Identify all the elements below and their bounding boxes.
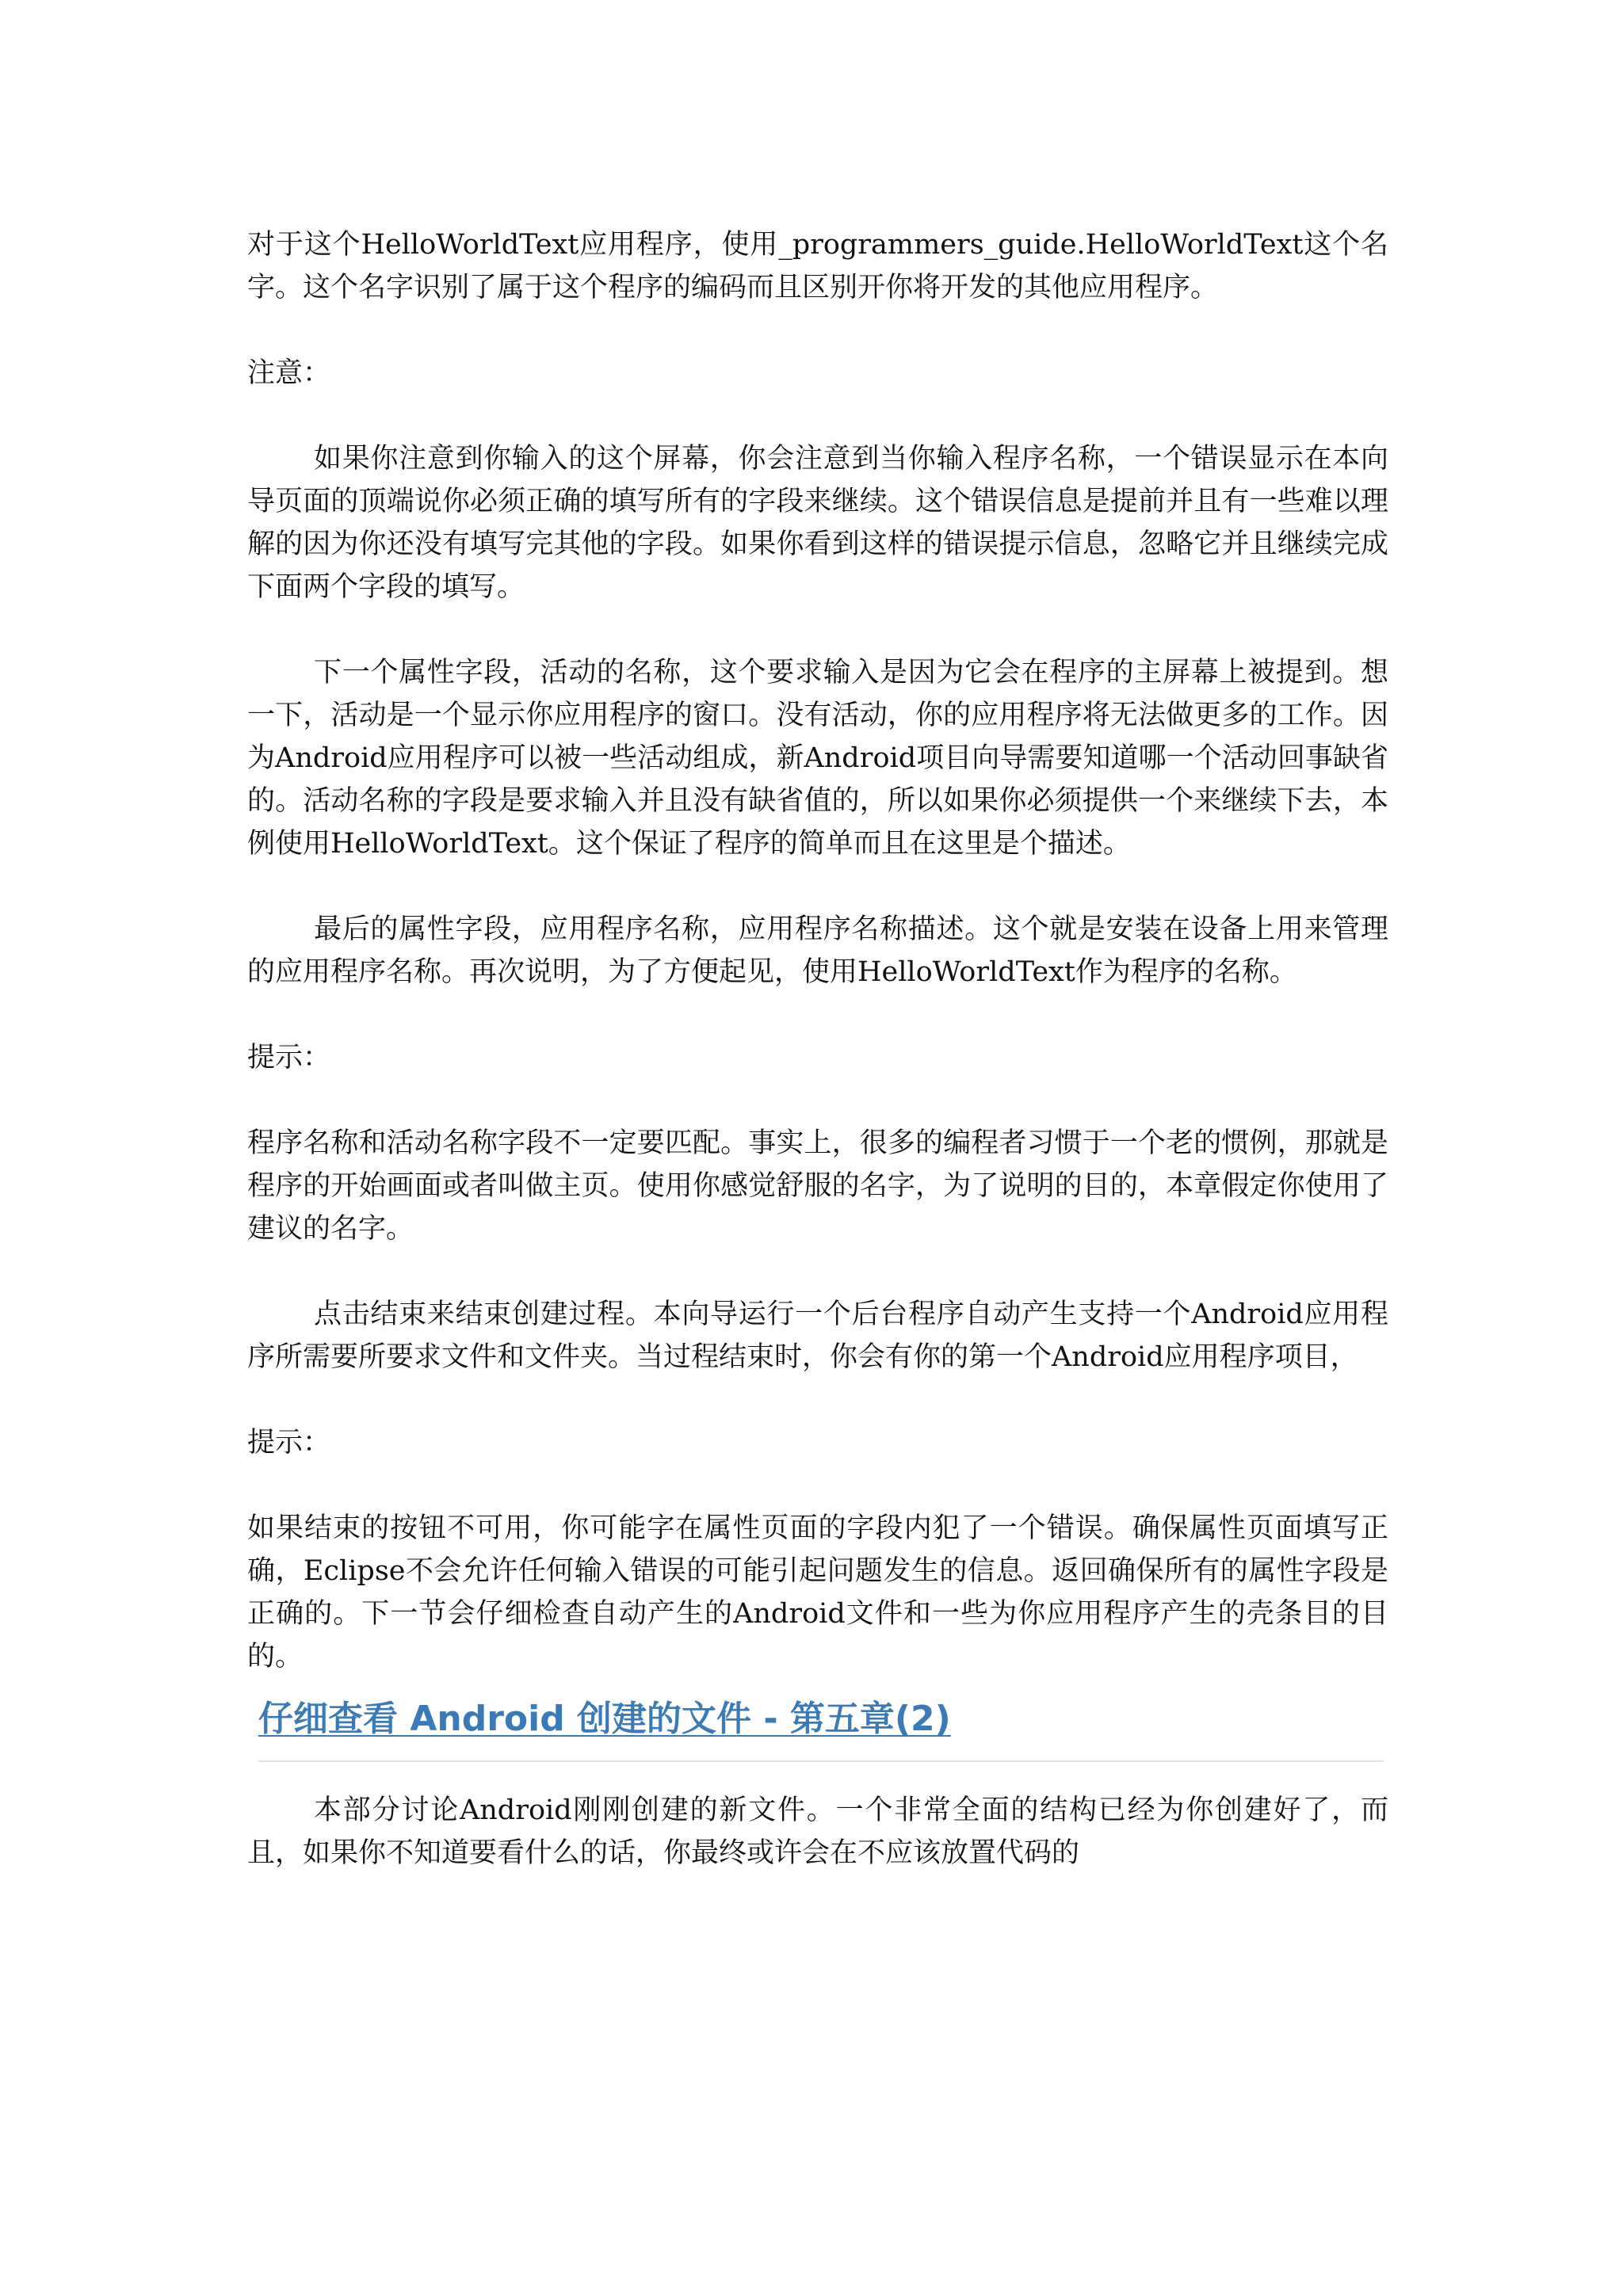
paragraph-new-files: 本部分讨论Android刚刚创建的新文件。一个非常全面的结构已经为你创建好了，而且，如果你不知道要看什么的话，你最终或许会在不应该放置代码的 xyxy=(247,1794,1388,1869)
tip-label-2: 提示： xyxy=(247,1427,331,1459)
paragraph-finish-disabled: 如果结束的按钮不可用，你可能字在属性页面的字段内犯了一个错误。确保属性页面填写正确，Eclipse不会允许任何输入错误的可能引起问题发生的信息。返回确保所有的属性字段是正确的。下一节会仔细检查自动产生的Android文件和一些为你应用程序产生的壳条目的目的。 xyxy=(247,1512,1388,1672)
paragraph-package-name: 对于这个HelloWorldText应用程序，使用_programmers_guide.HelloWorldText这个名字。这个名字识别了属于这个程序的编码而且区别开你将开发的其他应用程序。 xyxy=(247,229,1388,303)
document-body xyxy=(247,223,1388,1875)
paragraph-names-matching: 程序名称和活动名称字段不一定要匹配。事实上，很多的编程者习惯于一个老的惯例，那就是程序的开始画面或者叫做主页。使用你感觉舒服的名字，为了说明的目的，本章假定你使用了建议的名字。 xyxy=(247,1127,1388,1245)
paragraph-error-notice: 如果你注意到你输入的这个屏幕，你会注意到当你输入程序名称，一个错误显示在本向导页面的顶端说你必须正确的填写所有的字段来继续。这个错误信息是提前并且有一些难以理解的因为你还没有填写完其他的字段。如果你看到这样的错误提示信息，忽略它并且继续完成下面两个字段的填写。 xyxy=(247,443,1388,603)
paragraph-activity-name: 下一个属性字段，活动的名称，这个要求输入是因为它会在程序的主屏幕上被提到。想一下，活动是一个显示你应用程序的窗口。没有活动，你的应用程序将无法做更多的工作。因为Android应用程序可以被一些活动组成，新Android项目向导需要知道哪一个活动回事缺省的。活动名称的字段是要求输入并且没有缺省值的，所以如果你必须提供一个来继续下去，本例使用HelloWorldText。这个保证了程序的简单而且在这里是个描述。 xyxy=(247,657,1388,860)
tip-label-1: 提示： xyxy=(247,1042,331,1074)
paragraph-finish-creation: 点击结束来结束创建过程。本向导运行一个后台程序自动产生支持一个Android应用程序所需要所要求文件和文件夹。当过程结束时，你会有你的第一个Android应用程序项目， xyxy=(247,1299,1388,1373)
section-heading-link[interactable]: 仔细查看 Android 创建的文件 - 第五章(2) xyxy=(258,1699,951,1739)
note-label: 注意： xyxy=(247,357,331,389)
section-divider xyxy=(258,1760,1384,1762)
paragraph-application-name: 最后的属性字段，应用程序名称，应用程序名称描述。这个就是安装在设备上用来管理的应用程序名称。再次说明，为了方便起见，使用HelloWorldText作为程序的名称。 xyxy=(247,913,1388,988)
